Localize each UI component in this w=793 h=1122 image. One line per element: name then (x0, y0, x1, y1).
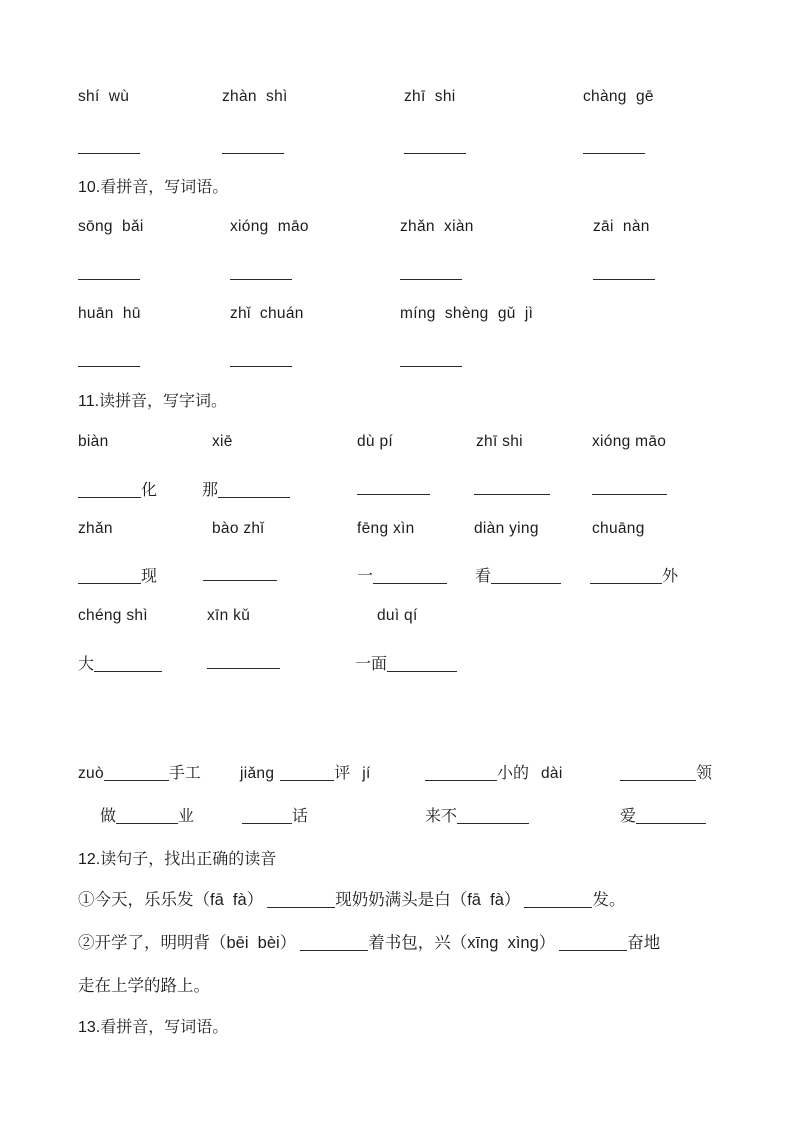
answer-blank (300, 936, 368, 951)
answer-blank (400, 262, 462, 280)
answer-blank (583, 136, 645, 154)
pinyin-item: zhǎn xiàn (400, 218, 474, 235)
answer-row-11a (0, 477, 793, 501)
given-char: 看 (475, 568, 492, 585)
mixed-row-11e (0, 803, 793, 827)
answer-blank (373, 569, 447, 584)
answer-blank (400, 349, 462, 367)
answer-blank (590, 569, 662, 584)
answer-segment (355, 651, 457, 674)
answer-blank (620, 766, 696, 781)
answer-blank (457, 809, 529, 824)
answer-row-11b (0, 563, 793, 587)
answer-blank (207, 651, 280, 669)
answer-row-11c (0, 651, 793, 675)
sentence-text: ①今天，乐乐发（fā fà） (78, 891, 264, 909)
pinyin-item: zhī shi (476, 433, 523, 450)
answer-blank (94, 657, 162, 672)
given-char: 一面 (355, 656, 388, 673)
answer-segment (78, 477, 157, 500)
mixed-row-11d (0, 760, 793, 784)
pinyin-item: shí wù (78, 88, 130, 105)
answer-blank (425, 766, 497, 781)
pinyin-item: sōng bǎi (78, 218, 144, 235)
answer-segment (475, 563, 561, 586)
given-char: 一 (357, 568, 374, 585)
answer-blank (474, 477, 550, 495)
answer-blank (242, 809, 292, 824)
sentence-line-3 (0, 972, 793, 996)
pinyin-item: zhǎn (78, 520, 113, 537)
pinyin-row-10b (0, 305, 793, 329)
answer-blank (230, 349, 292, 367)
pinyin-item: xīn kǔ (207, 607, 251, 624)
pinyin-row-9 (0, 88, 793, 112)
pinyin-item: jiǎng (240, 765, 275, 782)
pinyin-item: míng shèng gǔ jì (400, 305, 534, 322)
pinyin-row-11a (0, 433, 793, 457)
answer-segment (590, 563, 678, 586)
given-char: 现 (141, 568, 158, 585)
answer-segment (620, 760, 712, 783)
answer-blank (104, 766, 169, 781)
answer-segment (78, 563, 157, 586)
answer-segment (357, 563, 447, 586)
pinyin-item: fēng xìn (357, 520, 415, 537)
pinyin-item: bào zhǐ (212, 520, 265, 537)
pinyin-item: diàn ying (474, 520, 539, 537)
sentence-text: 发。 (592, 891, 626, 909)
answer-blank (78, 569, 141, 584)
question-12-title-row (0, 846, 793, 870)
answer-blank (524, 893, 592, 908)
pinyin-item: zāi nàn (593, 218, 650, 235)
pinyin-item: xióng māo (592, 433, 667, 450)
answer-segment (78, 760, 201, 783)
answer-blank (636, 809, 706, 824)
given-char: 那 (202, 482, 219, 499)
pinyin-item: chuāng (592, 520, 645, 537)
pinyin-row-11c (0, 607, 793, 631)
given-char: 评 (334, 765, 351, 782)
answer-blank (116, 809, 178, 824)
question-title: 12.读句子，找出正确的读音 (78, 851, 277, 868)
pinyin-item: xióng māo (230, 218, 309, 235)
sentence-text: ②开学了，明明背（bēi bèi） (78, 934, 297, 952)
answer-blank (404, 136, 466, 154)
blank-row (0, 136, 793, 160)
answer-blank (203, 563, 277, 581)
answer-blank (387, 657, 457, 672)
question-title: 10.看拼音，写词语。 (78, 179, 229, 196)
given-char: 大 (78, 656, 95, 673)
answer-blank (218, 483, 290, 498)
blank-row (0, 349, 793, 373)
answer-segment (425, 803, 529, 826)
question-title: 11.读拼音，写字词。 (78, 393, 228, 410)
answer-blank (280, 766, 334, 781)
sentence-line-2 (0, 929, 793, 953)
pinyin-item: xiē (212, 433, 233, 450)
answer-blank (78, 349, 140, 367)
sentence-text: 走在上学的路上。 (78, 977, 210, 995)
given-char: 做 (100, 808, 117, 825)
pinyin-row-10a (0, 218, 793, 242)
answer-blank (230, 262, 292, 280)
pinyin-row-11b (0, 520, 793, 544)
pinyin-item: duì qí (377, 607, 418, 624)
answer-blank (559, 936, 627, 951)
pinyin-item: huān hū (78, 305, 141, 322)
sentence-text: 现奶奶满头是白（fā fà） (335, 891, 521, 909)
answer-segment (620, 803, 706, 826)
sentence-segment (78, 886, 625, 910)
pinyin-item: dù pí (357, 433, 393, 450)
given-char: 业 (178, 808, 195, 825)
answer-blank (78, 483, 141, 498)
sentence-segment (78, 929, 660, 953)
answer-blank (593, 262, 655, 280)
given-char: 领 (696, 765, 713, 782)
question-11-title-row (0, 388, 793, 412)
question-13-title-row (0, 1014, 793, 1038)
blank-row (0, 262, 793, 286)
sentence-line-1 (0, 886, 793, 910)
given-char: 化 (141, 482, 158, 499)
pinyin-item: dài (541, 765, 563, 782)
answer-segment (425, 760, 563, 783)
question-10-title-row (0, 174, 793, 198)
question-title: 13.看拼音，写词语。 (78, 1019, 229, 1036)
answer-blank (357, 477, 430, 495)
pinyin-item: biàn (78, 433, 109, 450)
answer-segment (78, 651, 162, 674)
answer-blank (267, 893, 335, 908)
given-char: 小的 (497, 765, 530, 782)
pinyin-item: zuò (78, 765, 104, 782)
pinyin-item: zhī shi (404, 88, 456, 105)
answer-segment (240, 760, 371, 783)
answer-blank (592, 477, 667, 495)
given-char: 话 (292, 808, 309, 825)
answer-segment (202, 477, 290, 500)
given-char: 手工 (168, 765, 201, 782)
answer-segment (100, 803, 194, 826)
answer-blank (222, 136, 284, 154)
pinyin-item: jí (362, 765, 371, 782)
sentence-text: 着书包，兴（xīng xìng） (368, 934, 556, 952)
pinyin-item: chàng gē (583, 88, 654, 105)
sentence-text: 奋地 (627, 934, 661, 952)
given-char: 来不 (425, 808, 458, 825)
pinyin-item: zhàn shì (222, 88, 288, 105)
answer-blank (78, 262, 140, 280)
answer-blank (491, 569, 561, 584)
answer-segment (242, 803, 308, 826)
pinyin-item: zhǐ chuán (230, 305, 304, 322)
pinyin-item: chéng shì (78, 607, 148, 624)
given-char: 外 (662, 568, 679, 585)
answer-blank (78, 136, 140, 154)
given-char: 爱 (620, 808, 637, 825)
